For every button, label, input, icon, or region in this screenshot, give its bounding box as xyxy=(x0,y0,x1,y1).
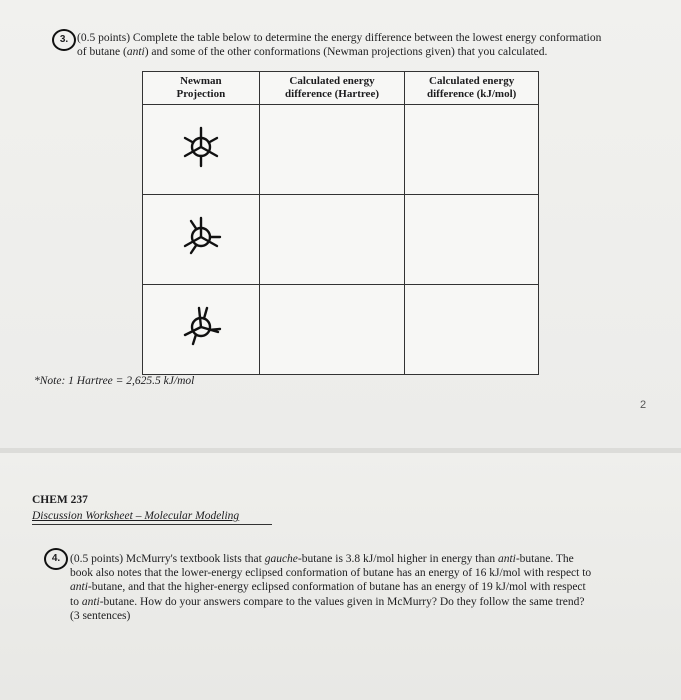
kjmol-answer-cell[interactable] xyxy=(405,105,539,195)
hartree-answer-cell[interactable] xyxy=(259,195,405,285)
course-code: CHEM 237 xyxy=(32,494,88,506)
header-newman-projection: Newman Projection xyxy=(143,72,260,105)
question-4-line-4: to anti-butane. How do your answers compare to the values given in McMurry? Do they follow the same trend? xyxy=(70,595,585,608)
kjmol-answer-cell[interactable] xyxy=(405,285,539,375)
subtitle-underline xyxy=(32,524,272,525)
table-header-row xyxy=(143,72,539,105)
question-3-number: 3. xyxy=(52,29,76,51)
newman-projection-eclipsed-icon xyxy=(179,305,223,349)
hartree-answer-cell[interactable] xyxy=(259,105,405,195)
header-energy-hartree: Calculated energy difference (Hartree) xyxy=(259,72,405,105)
question-3-line-1: (0.5 points) Complete the table below to determine the energy difference between the lowest energy conformation xyxy=(77,32,602,44)
question-4-line-5: (3 sentences) xyxy=(70,609,131,622)
question-4-number: 4. xyxy=(44,548,68,570)
hartree-answer-cell[interactable] xyxy=(259,285,405,375)
worksheet-subtitle: Discussion Worksheet – Molecular Modeling xyxy=(32,510,240,522)
question-4-line-2: book also notes that the lower-energy eclipsed conformation of butane has an energy of 16 kJ/mol with respect to xyxy=(70,567,592,580)
question-4-line-3: anti-butane, and that the higher-energy eclipsed conformation of butane has an energy of 19 kJ/mol with respect xyxy=(70,581,586,594)
hartree-conversion-note: *Note: 1 Hartree = 2,625.5 kJ/mol xyxy=(34,375,195,387)
kjmol-answer-cell[interactable] xyxy=(405,195,539,285)
newman-projection-anti-icon xyxy=(179,125,223,169)
newman-projection-gauche-icon xyxy=(179,215,223,259)
header-energy-kjmol: Calculated energy difference (kJ/mol) xyxy=(405,72,539,105)
question-3-text xyxy=(77,31,601,59)
table-row xyxy=(143,285,539,375)
newman-cell xyxy=(143,105,260,195)
table-row xyxy=(143,195,539,285)
page-number: 2 xyxy=(640,399,647,411)
question-3-line-2: of butane (anti) and some of the other conformations (Newman projections given) that you calculated. xyxy=(77,46,548,58)
newman-cell xyxy=(143,285,260,375)
question-4-text xyxy=(70,552,591,623)
table-row xyxy=(143,105,539,195)
energy-difference-table xyxy=(142,71,539,375)
newman-cell xyxy=(143,195,260,285)
question-4-line-1: (0.5 points) McMurry's textbook lists that gauche-butane is 3.8 kJ/mol higher in energy than anti-butane. The xyxy=(70,553,574,565)
